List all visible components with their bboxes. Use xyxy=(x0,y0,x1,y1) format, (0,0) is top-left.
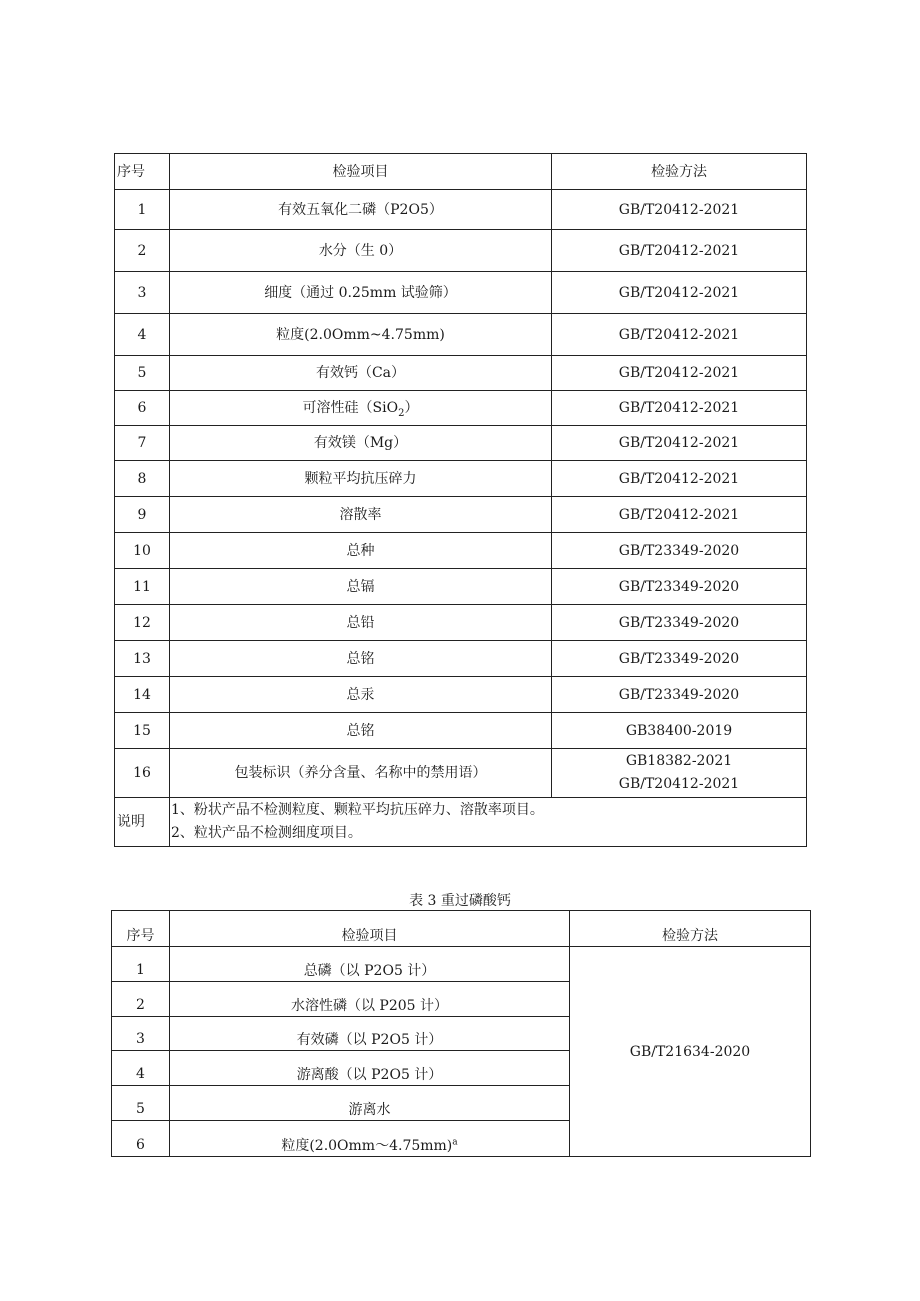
row-no: 9 xyxy=(115,497,170,533)
row-no: 3 xyxy=(112,1017,170,1051)
row-no: 12 xyxy=(115,605,170,641)
row-method: GB/T20412-2021 xyxy=(552,272,807,314)
row-method: GB/T20412-2021 xyxy=(552,190,807,230)
table-row xyxy=(115,749,807,798)
table-caption: 表 3 重过磷酸钙 xyxy=(409,893,511,909)
row-no: 6 xyxy=(115,391,170,426)
method-line-1: GB18382-2021 xyxy=(625,753,733,769)
item-subscript: 2 xyxy=(398,407,405,419)
note-row xyxy=(115,798,807,847)
row-item: 细度（通过 0.25mm 试验筛） xyxy=(170,272,552,314)
row-item: 粒度(2.0Omm~4.75mm) xyxy=(170,314,552,356)
row-no: 1 xyxy=(115,190,170,230)
row-method: GB38400-2019 xyxy=(552,713,807,749)
row-method: GB/T20412-2021 xyxy=(552,391,807,426)
row-no: 16 xyxy=(115,749,170,798)
row-item: 总铭 xyxy=(170,641,552,677)
table-row xyxy=(115,391,807,426)
table-row xyxy=(115,713,807,749)
table-row xyxy=(115,533,807,569)
row-method xyxy=(552,749,807,798)
table-row xyxy=(115,677,807,713)
row-no: 7 xyxy=(115,426,170,461)
inspection-table-2 xyxy=(111,910,811,1157)
row-item: 溶散率 xyxy=(170,497,552,533)
row-item: 总铭 xyxy=(170,713,552,749)
row-item: 颗粒平均抗压碎力 xyxy=(170,461,552,497)
item-superscript: a xyxy=(452,1137,458,1148)
row-method: GB/T23349-2020 xyxy=(552,569,807,605)
row-no: 10 xyxy=(115,533,170,569)
row-item: 水溶性磷（以 P205 计） xyxy=(170,982,570,1017)
header-no: 序号 xyxy=(112,911,170,947)
header-method: 检验方法 xyxy=(552,154,807,190)
note-label: 说明 xyxy=(115,798,170,847)
header-method: 检验方法 xyxy=(570,911,811,947)
row-method: GB/T20412-2021 xyxy=(552,356,807,391)
row-no: 5 xyxy=(112,1086,170,1121)
header-item: 检验项目 xyxy=(170,154,552,190)
row-no: 2 xyxy=(115,230,170,272)
table-row xyxy=(115,641,807,677)
note-line-1: 1、粉状产品不检测粒度、颗粒平均抗压碎力、溶散率项目。 xyxy=(171,802,544,818)
table-row xyxy=(115,461,807,497)
row-item: 游离水 xyxy=(170,1086,570,1121)
item-end: ） xyxy=(404,400,419,416)
row-no: 2 xyxy=(112,982,170,1017)
row-item: 游离酸（以 P2O5 计） xyxy=(170,1051,570,1086)
row-method: GB/T20412-2021 xyxy=(552,497,807,533)
note-text xyxy=(170,798,807,847)
table-row xyxy=(115,314,807,356)
row-method: GB/T20412-2021 xyxy=(552,426,807,461)
table-row xyxy=(115,426,807,461)
row-no: 11 xyxy=(115,569,170,605)
row-no: 15 xyxy=(115,713,170,749)
row-no: 4 xyxy=(115,314,170,356)
table-row xyxy=(115,230,807,272)
row-method: GB/T23349-2020 xyxy=(552,641,807,677)
table-header-row xyxy=(112,911,811,947)
header-item: 检验项目 xyxy=(170,911,570,947)
row-no: 14 xyxy=(115,677,170,713)
row-no: 8 xyxy=(115,461,170,497)
row-item xyxy=(170,1121,570,1157)
row-item: 有效磷（以 P2O5 计） xyxy=(170,1017,570,1051)
table-header-row xyxy=(115,154,807,190)
row-item: 有效五氧化二磷（P2O5） xyxy=(170,190,552,230)
row-item: 水分（生 0） xyxy=(170,230,552,272)
item-main: 可溶性硅（SiO xyxy=(302,400,399,416)
inspection-table-1 xyxy=(114,153,807,847)
row-method: GB/T20412-2021 xyxy=(552,230,807,272)
method-line-2: GB/T20412-2021 xyxy=(618,776,740,792)
row-item: 总铅 xyxy=(170,605,552,641)
row-item: 总磷（以 P2O5 计） xyxy=(170,947,570,982)
note-line-2: 2、粒状产品不检测细度项目。 xyxy=(171,825,362,841)
row-method: GB/T23349-2020 xyxy=(552,533,807,569)
header-no: 序号 xyxy=(115,154,170,190)
table-row xyxy=(115,190,807,230)
table-row xyxy=(115,605,807,641)
table-row xyxy=(115,356,807,391)
row-method: GB/T23349-2020 xyxy=(552,605,807,641)
row-item: 包装标识（养分含量、名称中的禁用语） xyxy=(170,749,552,798)
row-no: 3 xyxy=(115,272,170,314)
row-no: 1 xyxy=(112,947,170,982)
row-item: 总种 xyxy=(170,533,552,569)
item-main: 粒度(2.0Omm～4.75mm) xyxy=(281,1138,453,1154)
row-no: 13 xyxy=(115,641,170,677)
row-method: GB/T20412-2021 xyxy=(552,314,807,356)
row-item: 总镉 xyxy=(170,569,552,605)
row-item xyxy=(170,391,552,426)
row-item: 有效钙（Ca） xyxy=(170,356,552,391)
row-no: 5 xyxy=(115,356,170,391)
row-no: 4 xyxy=(112,1051,170,1086)
row-item: 有效镁（Mg） xyxy=(170,426,552,461)
row-method: GB/T20412-2021 xyxy=(552,461,807,497)
row-no: 6 xyxy=(112,1121,170,1157)
merged-method: GB/T21634-2020 xyxy=(570,947,811,1157)
table-row xyxy=(115,272,807,314)
table-row xyxy=(112,947,811,982)
table-row xyxy=(115,569,807,605)
row-method: GB/T23349-2020 xyxy=(552,677,807,713)
table-row xyxy=(115,497,807,533)
row-item: 总汞 xyxy=(170,677,552,713)
